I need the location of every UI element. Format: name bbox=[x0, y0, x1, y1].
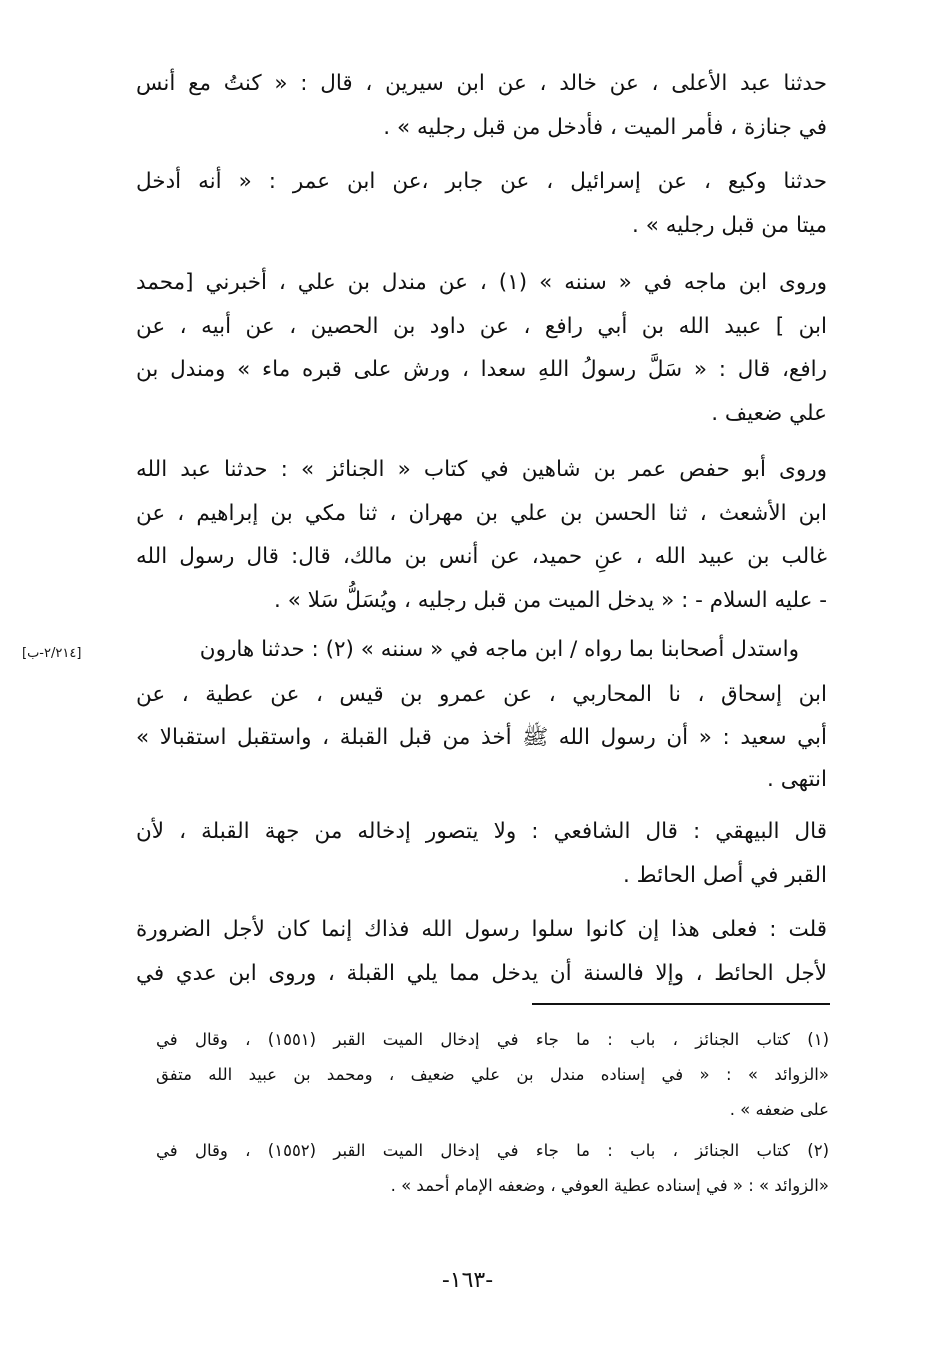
body-line: رافع، قال : « سَلَّ رسولُ اللهِ سعدا ، ورش على قبره ماء » ومندل بن bbox=[136, 357, 827, 382]
manuscript-folio-note: [٢/٢١٤-ب] bbox=[22, 646, 82, 661]
body-line: ميتا من قبل رجليه » . bbox=[632, 213, 827, 238]
footnote-separator bbox=[532, 1003, 830, 1005]
body-line: ابن ] عبيد الله بن أبي رافع ، عن داود بن الحصين ، عن أبيه ، عن bbox=[136, 314, 827, 339]
body-line: - عليه السلام - : « يدخل الميت من قبل رجليه ، ويُسَلُّ سَلا » . bbox=[274, 588, 827, 613]
footnote-line: «الزوائد » : « في إسناده عطية العوفي ، وضعفه الإمام أحمد » . bbox=[390, 1176, 829, 1195]
page-number: -١٦٣- bbox=[441, 1268, 494, 1293]
body-line: القبر في أصل الحائط . bbox=[623, 863, 827, 888]
body-line: حدثنا وكيع ، عن إسرائيل ، عن جابر ،عن ابن عمر : « أنه أدخل bbox=[136, 169, 827, 194]
body-line: وروى ابن ماجه في « سننه » (١) ، عن مندل بن علي ، أخبرني [محمد bbox=[136, 270, 828, 295]
body-line: ابن الأشعث ، ثنا الحسن بن علي بن مهران ، ثنا مكي بن إبراهيم ، عن bbox=[136, 501, 827, 526]
body-line: غالب بن عبيد الله ، عنِ حميد، عن أنس بن مالك، قال: قال رسول الله bbox=[136, 544, 827, 569]
body-line: انتهى . bbox=[767, 767, 827, 792]
body-line: واستدل أصحابنا بما رواه / ابن ماجه في « سننه » (٢) : حدثنا هارون bbox=[199, 637, 799, 662]
footnote-line: على ضعفه » . bbox=[729, 1100, 829, 1119]
body-line: في جنازة ، فأمر الميت ، فأدخل من قبل رجليه » . bbox=[383, 115, 827, 140]
footnote-line: (١) كتاب الجنائز ، باب : ما جاء في إدخال الميت القبر (١٥٥١) ، وقال في bbox=[156, 1030, 829, 1049]
body-line: قال البيهقي : قال الشافعي : ولا يتصور إدخاله من جهة القبلة ، لأن bbox=[136, 819, 827, 844]
body-line: قلت : فعلى هذا إن كانوا سلوا رسول الله فذاك إنما كان لأجل الضرورة bbox=[136, 917, 827, 942]
body-line: ابن إسحاق ، نا المحاربي ، عن عمرو بن قيس ، عن عطية ، عن bbox=[136, 682, 827, 707]
body-line: أبي سعيد : « أن رسول الله ﷺ أخذ من قبل القبلة ، واستقبل استقبالا » bbox=[136, 725, 827, 750]
body-line: حدثنا عبد الأعلى ، عن خالد ، عن ابن سيرين ، قال : « كنتُ مع أنس bbox=[136, 71, 827, 96]
body-line: لأجل الحائط ، وإلا فالسنة أن يدخل مما يلي القبلة ، وروى ابن عدي في bbox=[136, 961, 827, 986]
footnote-line: (٢) كتاب الجنائز ، باب : ما جاء في إدخال الميت القبر (١٥٥٢) ، وقال في bbox=[156, 1141, 829, 1160]
footnote-line: «الزوائد » : « في إسناده مندل بن علي ضعيف ، ومحمد بن عبيد الله متفق bbox=[156, 1065, 829, 1084]
body-line: علي ضعيف . bbox=[711, 401, 827, 426]
body-line: وروى أبو حفص عمر بن شاهين في كتاب « الجنائز » : حدثنا عبد الله bbox=[136, 457, 827, 482]
